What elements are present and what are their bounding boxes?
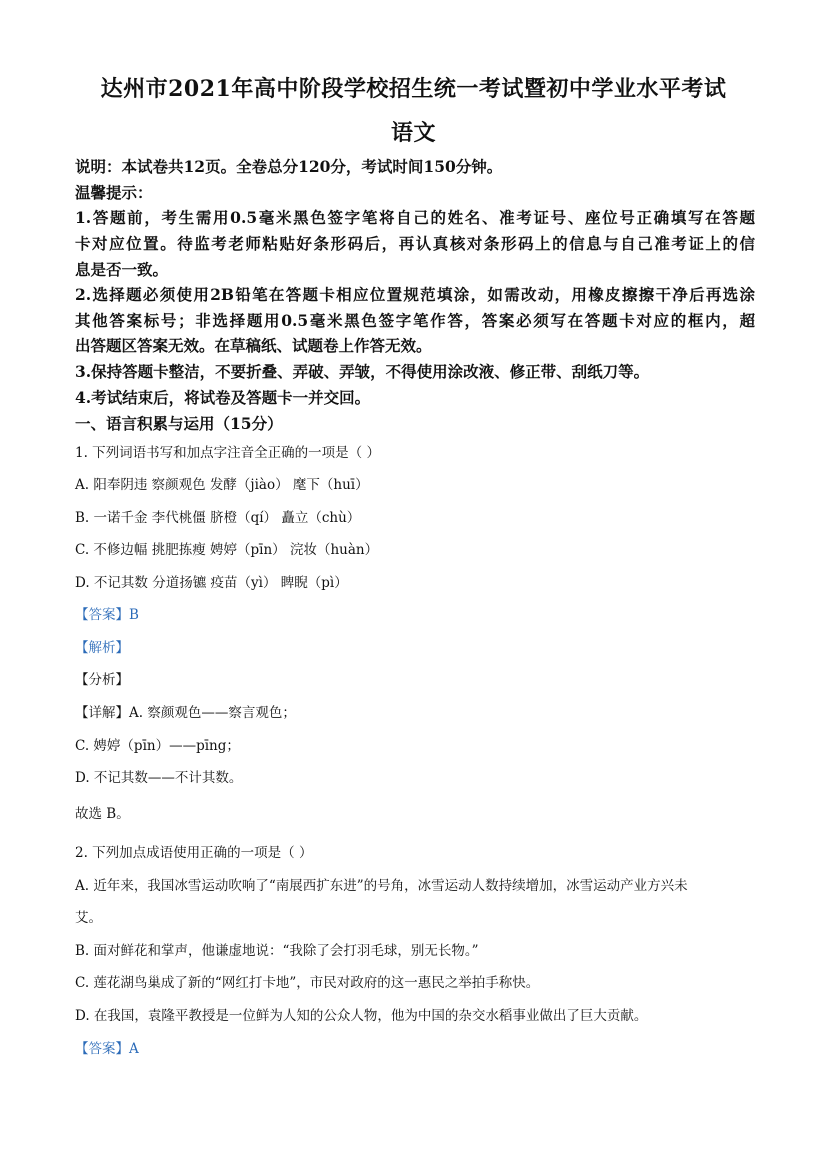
question-1-detail: C. 娉婷（pīn）——pīng； [75, 738, 240, 754]
exam-instructions: 说明：本试卷共12页。全卷总分120分，考试时间150分钟。 [75, 157, 503, 176]
question-1-option-b: B. 一诺千金 李代桃僵 脐橙（qí） 矗立（chù） [75, 510, 361, 526]
question-1-answer: 【答案】B [75, 607, 139, 623]
subject-title: 语文 [390, 120, 436, 146]
question-1-analysis-label: 【解析】 [75, 640, 129, 656]
question-1-analyze-label: 【分析】 [75, 672, 129, 688]
question-2-option-a: 艾。 [75, 910, 102, 926]
tip-line: 3.保持答题卡整洁，不要折叠、弄破、弄皱，不得使用涂改液、修正带、刮纸刀等。 [75, 362, 650, 381]
question-2-answer: 【答案】A [75, 1041, 139, 1057]
question-1-stem: 1. 下列词语书写和加点字注音全正确的一项是（ ） [75, 445, 380, 461]
exam-title: 达州市2021年高中阶段学校招生统一考试暨初中学业水平考试 [100, 76, 727, 102]
question-1-option-d: D. 不记其数 分道扬镳 疫苗（yì） 睥睨（pì） [75, 575, 348, 591]
question-2-option-a: A. 近年来，我国冰雪运动吹响了“南展西扩东进”的号角，冰雪运动人数持续增加，冰雪运动产业方兴未 [75, 878, 688, 894]
tip-line: 1.答题前，考生需用0.5毫米黑色签字笔将自己的姓名、准考证号、座位号正确填写在答题 [75, 208, 755, 227]
tip-line: 息是否一致。 [75, 260, 169, 279]
question-1-conclusion: 故选 B。 [75, 806, 130, 822]
question-1-option-c: C. 不修边幅 挑肥拣瘦 娉婷（pīn） 浣妆（huàn） [75, 542, 379, 558]
tips-heading: 温馨提示： [75, 183, 153, 202]
question-2-option-c: C. 莲花湖鸟巢成了新的“网红打卡地”，市民对政府的这一惠民之举拍手称快。 [75, 975, 540, 991]
question-2-option-b: B. 面对鲜花和掌声，他谦虚地说：“我除了会打羽毛球，别无长物。” [75, 943, 479, 959]
tip-line: 出答题区答案无效。在草稿纸、试题卷上作答无效。 [75, 336, 432, 355]
section-heading: 一、语言积累与运用（15分） [75, 414, 283, 433]
question-2-option-d: D. 在我国，袁隆平教授是一位鲜为人知的公众人物，他为中国的杂交水稻事业做出了巨大贡献。 [75, 1008, 648, 1024]
question-1-detail: 【详解】A. 察颜观色——察言观色； [75, 705, 296, 721]
question-1-detail: D. 不记其数——不计其数。 [75, 770, 243, 786]
tip-line: 其他答案标号；非选择题用0.5毫米黑色签字笔作答，答案必须写在答题卡对应的框内，超 [75, 311, 755, 330]
tip-line: 2.选择题必须使用2B铅笔在答题卡相应位置规范填涂，如需改动，用橡皮擦擦干净后再选涂 [75, 285, 755, 304]
tip-line: 卡对应位置。待监考老师粘贴好条形码后，再认真核对条形码上的信息与自己准考证上的信 [75, 234, 755, 253]
tip-line: 4.考试结束后，将试卷及答题卡一并交回。 [75, 388, 371, 407]
question-2-stem: 2. 下列加点成语使用正确的一项是（ ） [75, 845, 313, 861]
question-1-option-a: A. 阳奉阴违 察颜观色 发酵（jiào） 麾下（huī） [75, 477, 369, 493]
